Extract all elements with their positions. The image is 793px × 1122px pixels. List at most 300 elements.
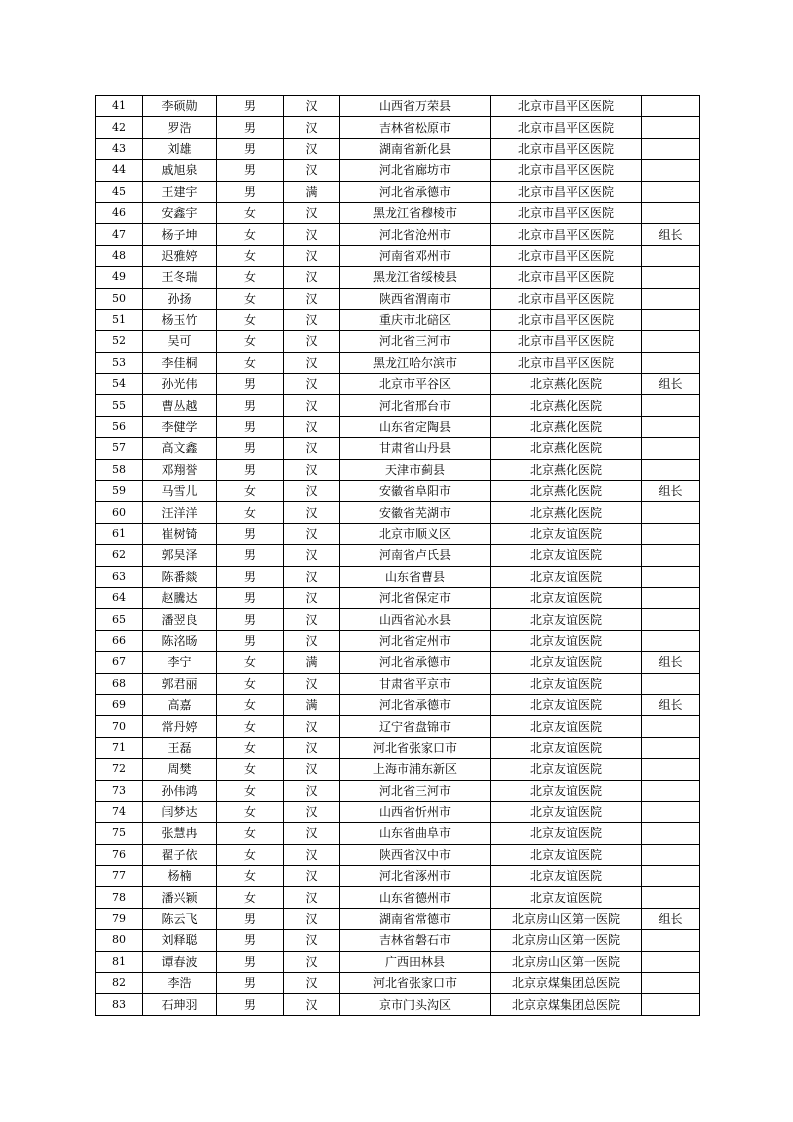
gender-cell: 男	[217, 609, 284, 630]
ethnicity-cell: 汉	[284, 523, 340, 544]
row-number-cell: 82	[96, 973, 143, 994]
place-of-origin-cell: 辽宁省盘锦市	[340, 716, 491, 737]
role-cell	[642, 416, 700, 437]
ethnicity-cell: 汉	[284, 823, 340, 844]
row-number-cell: 66	[96, 630, 143, 651]
gender-cell: 男	[217, 96, 284, 117]
hospital-cell: 北京友谊医院	[491, 587, 642, 608]
gender-cell: 女	[217, 502, 284, 523]
gender-cell: 女	[217, 716, 284, 737]
ethnicity-cell: 汉	[284, 887, 340, 908]
ethnicity-cell: 汉	[284, 96, 340, 117]
row-number-cell: 56	[96, 416, 143, 437]
person-name-cell: 孙扬	[143, 288, 217, 309]
gender-cell: 男	[217, 630, 284, 651]
place-of-origin-cell: 河北省张家口市	[340, 973, 491, 994]
hospital-cell: 北京燕化医院	[491, 374, 642, 395]
hospital-cell: 北京市昌平区医院	[491, 245, 642, 266]
row-number-cell: 44	[96, 160, 143, 181]
person-name-cell: 杨子坤	[143, 224, 217, 245]
place-of-origin-cell: 河北省定州市	[340, 630, 491, 651]
table-row	[96, 780, 700, 801]
gender-cell: 男	[217, 138, 284, 159]
hospital-cell: 北京友谊医院	[491, 780, 642, 801]
table-row	[96, 866, 700, 887]
hospital-cell: 北京友谊医院	[491, 523, 642, 544]
person-name-cell: 陈云飞	[143, 908, 217, 929]
place-of-origin-cell: 吉林省松原市	[340, 117, 491, 138]
place-of-origin-cell: 黑龙江哈尔滨市	[340, 352, 491, 373]
table-row	[96, 138, 700, 159]
gender-cell: 女	[217, 288, 284, 309]
hospital-cell: 北京房山区第一医院	[491, 930, 642, 951]
place-of-origin-cell: 吉林省磐石市	[340, 930, 491, 951]
gender-cell: 男	[217, 994, 284, 1015]
role-cell	[642, 459, 700, 480]
gender-cell: 女	[217, 245, 284, 266]
role-cell	[642, 267, 700, 288]
role-cell	[642, 309, 700, 330]
row-number-cell: 62	[96, 545, 143, 566]
role-cell	[642, 160, 700, 181]
hospital-cell: 北京友谊医院	[491, 866, 642, 887]
ethnicity-cell: 汉	[284, 587, 340, 608]
table-row	[96, 801, 700, 822]
row-number-cell: 65	[96, 609, 143, 630]
person-name-cell: 李浩	[143, 973, 217, 994]
gender-cell: 男	[217, 181, 284, 202]
role-cell	[642, 930, 700, 951]
role-cell	[642, 202, 700, 223]
table-row	[96, 181, 700, 202]
person-name-cell: 赵騰达	[143, 587, 217, 608]
gender-cell: 女	[217, 694, 284, 715]
place-of-origin-cell: 河南省邓州市	[340, 245, 491, 266]
row-number-cell: 80	[96, 930, 143, 951]
role-cell: 组长	[642, 652, 700, 673]
person-name-cell: 戚旭泉	[143, 160, 217, 181]
place-of-origin-cell: 山西省忻州市	[340, 801, 491, 822]
row-number-cell: 59	[96, 481, 143, 502]
row-number-cell: 68	[96, 673, 143, 694]
ethnicity-cell: 汉	[284, 630, 340, 651]
hospital-cell: 北京友谊医院	[491, 887, 642, 908]
gender-cell: 女	[217, 481, 284, 502]
place-of-origin-cell: 山东省曲阜市	[340, 823, 491, 844]
hospital-cell: 北京京煤集团总医院	[491, 973, 642, 994]
ethnicity-cell: 汉	[284, 138, 340, 159]
ethnicity-cell: 汉	[284, 566, 340, 587]
ethnicity-cell: 汉	[284, 267, 340, 288]
person-name-cell: 迟雅婷	[143, 245, 217, 266]
ethnicity-cell: 汉	[284, 930, 340, 951]
person-name-cell: 李宁	[143, 652, 217, 673]
row-number-cell: 52	[96, 331, 143, 352]
table-row	[96, 374, 700, 395]
hospital-cell: 北京友谊医院	[491, 694, 642, 715]
ethnicity-cell: 汉	[284, 202, 340, 223]
table-row	[96, 288, 700, 309]
row-number-cell: 74	[96, 801, 143, 822]
table-row	[96, 202, 700, 223]
ethnicity-cell: 汉	[284, 737, 340, 758]
person-name-cell: 闫梦达	[143, 801, 217, 822]
role-cell	[642, 245, 700, 266]
place-of-origin-cell: 京市门头沟区	[340, 994, 491, 1015]
hospital-cell: 北京燕化医院	[491, 502, 642, 523]
row-number-cell: 72	[96, 759, 143, 780]
place-of-origin-cell: 山东省德州市	[340, 887, 491, 908]
role-cell	[642, 609, 700, 630]
role-cell	[642, 545, 700, 566]
ethnicity-cell: 汉	[284, 416, 340, 437]
ethnicity-cell: 汉	[284, 395, 340, 416]
row-number-cell: 57	[96, 438, 143, 459]
table-row	[96, 523, 700, 544]
gender-cell: 女	[217, 759, 284, 780]
table-row	[96, 823, 700, 844]
role-cell	[642, 587, 700, 608]
gender-cell: 男	[217, 523, 284, 544]
role-cell: 组长	[642, 481, 700, 502]
hospital-cell: 北京市昌平区医院	[491, 331, 642, 352]
gender-cell: 女	[217, 801, 284, 822]
place-of-origin-cell: 甘肃省山丹县	[340, 438, 491, 459]
person-name-cell: 马雪儿	[143, 481, 217, 502]
table-row	[96, 673, 700, 694]
person-name-cell: 潘兴颖	[143, 887, 217, 908]
role-cell	[642, 630, 700, 651]
place-of-origin-cell: 河北省张家口市	[340, 737, 491, 758]
hospital-cell: 北京市昌平区医院	[491, 267, 642, 288]
table-row	[96, 652, 700, 673]
place-of-origin-cell: 湖南省常德市	[340, 908, 491, 929]
gender-cell: 女	[217, 352, 284, 373]
ethnicity-cell: 汉	[284, 160, 340, 181]
hospital-cell: 北京燕化医院	[491, 459, 642, 480]
hospital-cell: 北京市昌平区医院	[491, 160, 642, 181]
row-number-cell: 67	[96, 652, 143, 673]
table-row	[96, 117, 700, 138]
place-of-origin-cell: 山东省曹县	[340, 566, 491, 587]
gender-cell: 女	[217, 224, 284, 245]
role-cell	[642, 395, 700, 416]
hospital-cell: 北京友谊医院	[491, 545, 642, 566]
ethnicity-cell: 汉	[284, 502, 340, 523]
gender-cell: 男	[217, 951, 284, 972]
ethnicity-cell: 汉	[284, 844, 340, 865]
ethnicity-cell: 汉	[284, 951, 340, 972]
person-name-cell: 翟子依	[143, 844, 217, 865]
gender-cell: 男	[217, 930, 284, 951]
place-of-origin-cell: 重庆市北碚区	[340, 309, 491, 330]
table-row	[96, 309, 700, 330]
hospital-cell: 北京京煤集团总医院	[491, 994, 642, 1015]
person-name-cell: 孙伟鸿	[143, 780, 217, 801]
person-name-cell: 石珅羽	[143, 994, 217, 1015]
hospital-cell: 北京市昌平区医院	[491, 202, 642, 223]
place-of-origin-cell: 河北省涿州市	[340, 866, 491, 887]
hospital-cell: 北京友谊医院	[491, 801, 642, 822]
ethnicity-cell: 汉	[284, 374, 340, 395]
person-name-cell: 杨玉竹	[143, 309, 217, 330]
hospital-cell: 北京市昌平区医院	[491, 96, 642, 117]
table-row	[96, 694, 700, 715]
hospital-cell: 北京友谊医院	[491, 630, 642, 651]
row-number-cell: 55	[96, 395, 143, 416]
gender-cell: 男	[217, 117, 284, 138]
role-cell	[642, 523, 700, 544]
hospital-cell: 北京燕化医院	[491, 416, 642, 437]
person-name-cell: 张慧冉	[143, 823, 217, 844]
table-row	[96, 716, 700, 737]
hospital-cell: 北京燕化医院	[491, 438, 642, 459]
gender-cell: 男	[217, 416, 284, 437]
gender-cell: 女	[217, 823, 284, 844]
ethnicity-cell: 汉	[284, 224, 340, 245]
person-name-cell: 郭昊泽	[143, 545, 217, 566]
role-cell	[642, 801, 700, 822]
person-name-cell: 谭春波	[143, 951, 217, 972]
row-number-cell: 69	[96, 694, 143, 715]
row-number-cell: 47	[96, 224, 143, 245]
ethnicity-cell: 汉	[284, 780, 340, 801]
row-number-cell: 61	[96, 523, 143, 544]
row-number-cell: 42	[96, 117, 143, 138]
ethnicity-cell: 汉	[284, 309, 340, 330]
ethnicity-cell: 满	[284, 652, 340, 673]
row-number-cell: 51	[96, 309, 143, 330]
ethnicity-cell: 汉	[284, 245, 340, 266]
table-row	[96, 459, 700, 480]
table-row	[96, 973, 700, 994]
gender-cell: 女	[217, 887, 284, 908]
row-number-cell: 83	[96, 994, 143, 1015]
row-number-cell: 78	[96, 887, 143, 908]
ethnicity-cell: 汉	[284, 545, 340, 566]
place-of-origin-cell: 甘肃省平京市	[340, 673, 491, 694]
place-of-origin-cell: 河北省承德市	[340, 652, 491, 673]
table-row	[96, 609, 700, 630]
gender-cell: 男	[217, 545, 284, 566]
person-name-cell: 周樊	[143, 759, 217, 780]
place-of-origin-cell: 河北省三河市	[340, 331, 491, 352]
role-cell	[642, 716, 700, 737]
table-row	[96, 630, 700, 651]
place-of-origin-cell: 黑龙江省穆棱市	[340, 202, 491, 223]
role-cell	[642, 844, 700, 865]
table-row	[96, 481, 700, 502]
row-number-cell: 43	[96, 138, 143, 159]
role-cell	[642, 866, 700, 887]
gender-cell: 女	[217, 673, 284, 694]
table-row	[96, 887, 700, 908]
place-of-origin-cell: 黑龙江省绥棱县	[340, 267, 491, 288]
gender-cell: 男	[217, 973, 284, 994]
hospital-cell: 北京市昌平区医院	[491, 352, 642, 373]
table-row	[96, 908, 700, 929]
role-cell	[642, 780, 700, 801]
role-cell	[642, 994, 700, 1015]
person-name-cell: 安鑫宇	[143, 202, 217, 223]
place-of-origin-cell: 湖南省新化县	[340, 138, 491, 159]
ethnicity-cell: 汉	[284, 973, 340, 994]
table-row	[96, 951, 700, 972]
role-cell	[642, 673, 700, 694]
gender-cell: 女	[217, 866, 284, 887]
place-of-origin-cell: 河北省廊坊市	[340, 160, 491, 181]
hospital-cell: 北京房山区第一医院	[491, 951, 642, 972]
ethnicity-cell: 满	[284, 694, 340, 715]
hospital-cell: 北京友谊医院	[491, 652, 642, 673]
place-of-origin-cell: 安徽省阜阳市	[340, 481, 491, 502]
row-number-cell: 77	[96, 866, 143, 887]
ethnicity-cell: 汉	[284, 673, 340, 694]
row-number-cell: 54	[96, 374, 143, 395]
row-number-cell: 41	[96, 96, 143, 117]
table-row	[96, 395, 700, 416]
person-name-cell: 邓翔誉	[143, 459, 217, 480]
gender-cell: 女	[217, 202, 284, 223]
ethnicity-cell: 汉	[284, 438, 340, 459]
ethnicity-cell: 汉	[284, 908, 340, 929]
table-row	[96, 759, 700, 780]
role-cell	[642, 288, 700, 309]
table-row	[96, 267, 700, 288]
hospital-cell: 北京友谊医院	[491, 844, 642, 865]
role-cell	[642, 96, 700, 117]
person-name-cell: 李佳桐	[143, 352, 217, 373]
row-number-cell: 50	[96, 288, 143, 309]
person-name-cell: 高嘉	[143, 694, 217, 715]
role-cell	[642, 887, 700, 908]
gender-cell: 女	[217, 844, 284, 865]
person-name-cell: 杨楠	[143, 866, 217, 887]
role-cell	[642, 759, 700, 780]
hospital-cell: 北京市昌平区医院	[491, 117, 642, 138]
place-of-origin-cell: 陕西省汉中市	[340, 844, 491, 865]
table-row	[96, 994, 700, 1015]
person-name-cell: 崔树锜	[143, 523, 217, 544]
row-number-cell: 58	[96, 459, 143, 480]
row-number-cell: 53	[96, 352, 143, 373]
table-row	[96, 438, 700, 459]
hospital-cell: 北京燕化医院	[491, 481, 642, 502]
row-number-cell: 46	[96, 202, 143, 223]
row-number-cell: 75	[96, 823, 143, 844]
gender-cell: 女	[217, 652, 284, 673]
role-cell	[642, 138, 700, 159]
gender-cell: 男	[217, 160, 284, 181]
ethnicity-cell: 汉	[284, 288, 340, 309]
person-name-cell: 郭君丽	[143, 673, 217, 694]
role-cell	[642, 331, 700, 352]
ethnicity-cell: 汉	[284, 801, 340, 822]
hospital-cell: 北京燕化医院	[491, 395, 642, 416]
role-cell: 组长	[642, 694, 700, 715]
role-cell	[642, 737, 700, 758]
role-cell	[642, 117, 700, 138]
gender-cell: 男	[217, 459, 284, 480]
ethnicity-cell: 汉	[284, 481, 340, 502]
person-name-cell: 刘释聪	[143, 930, 217, 951]
person-name-cell: 潘翌良	[143, 609, 217, 630]
hospital-cell: 北京市昌平区医院	[491, 309, 642, 330]
place-of-origin-cell: 山西省沁水县	[340, 609, 491, 630]
person-name-cell: 王冬瑞	[143, 267, 217, 288]
gender-cell: 男	[217, 395, 284, 416]
hospital-cell: 北京友谊医院	[491, 759, 642, 780]
person-name-cell: 陈番燚	[143, 566, 217, 587]
gender-cell: 女	[217, 267, 284, 288]
ethnicity-cell: 汉	[284, 331, 340, 352]
gender-cell: 男	[217, 587, 284, 608]
hospital-cell: 北京友谊医院	[491, 737, 642, 758]
gender-cell: 女	[217, 780, 284, 801]
person-name-cell: 罗浩	[143, 117, 217, 138]
place-of-origin-cell: 河北省沧州市	[340, 224, 491, 245]
place-of-origin-cell: 上海市浦东新区	[340, 759, 491, 780]
person-name-cell: 王建宇	[143, 181, 217, 202]
row-number-cell: 60	[96, 502, 143, 523]
row-number-cell: 81	[96, 951, 143, 972]
place-of-origin-cell: 北京市平谷区	[340, 374, 491, 395]
ethnicity-cell: 汉	[284, 759, 340, 780]
role-cell	[642, 566, 700, 587]
person-name-cell: 王磊	[143, 737, 217, 758]
table-row	[96, 502, 700, 523]
roster-table	[95, 95, 700, 1016]
table-row	[96, 331, 700, 352]
role-cell	[642, 181, 700, 202]
table-row	[96, 737, 700, 758]
person-name-cell: 陈洺旸	[143, 630, 217, 651]
row-number-cell: 63	[96, 566, 143, 587]
role-cell: 组长	[642, 374, 700, 395]
table-row	[96, 566, 700, 587]
gender-cell: 女	[217, 331, 284, 352]
hospital-cell: 北京友谊医院	[491, 673, 642, 694]
ethnicity-cell: 汉	[284, 459, 340, 480]
table-row	[96, 416, 700, 437]
role-cell	[642, 823, 700, 844]
hospital-cell: 北京市昌平区医院	[491, 138, 642, 159]
row-number-cell: 71	[96, 737, 143, 758]
table-row	[96, 245, 700, 266]
table-row	[96, 844, 700, 865]
place-of-origin-cell: 河北省邢台市	[340, 395, 491, 416]
row-number-cell: 64	[96, 587, 143, 608]
table-row	[96, 930, 700, 951]
person-name-cell: 李健学	[143, 416, 217, 437]
place-of-origin-cell: 河北省三河市	[340, 780, 491, 801]
role-cell	[642, 352, 700, 373]
row-number-cell: 70	[96, 716, 143, 737]
ethnicity-cell: 汉	[284, 994, 340, 1015]
table-row	[96, 224, 700, 245]
roster-table-body	[96, 96, 700, 1016]
ethnicity-cell: 汉	[284, 117, 340, 138]
person-name-cell: 常丹婷	[143, 716, 217, 737]
ethnicity-cell: 汉	[284, 609, 340, 630]
hospital-cell: 北京市昌平区医院	[491, 181, 642, 202]
table-row	[96, 587, 700, 608]
gender-cell: 男	[217, 566, 284, 587]
role-cell	[642, 951, 700, 972]
hospital-cell: 北京友谊医院	[491, 823, 642, 844]
place-of-origin-cell: 山东省定陶县	[340, 416, 491, 437]
hospital-cell: 北京房山区第一医院	[491, 908, 642, 929]
